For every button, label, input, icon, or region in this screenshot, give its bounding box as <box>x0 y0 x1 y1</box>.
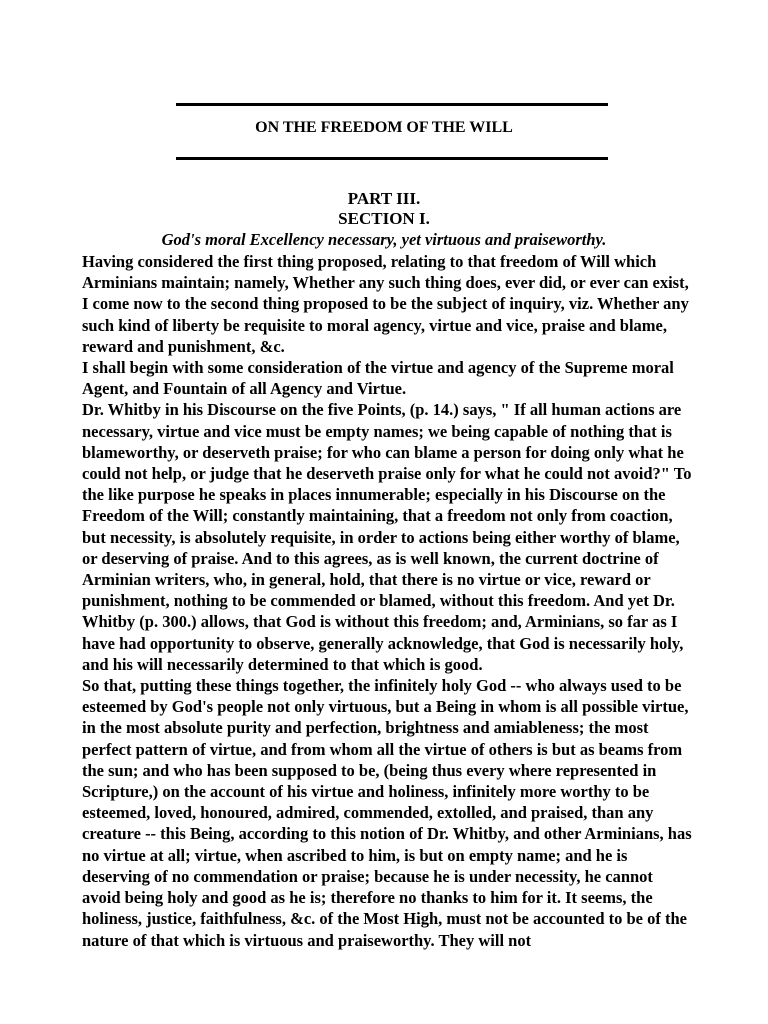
section-subtitle: God's moral Excellency necessary, yet virtuous and praiseworthy. <box>161 230 607 249</box>
body-text <box>82 251 692 951</box>
bottom-horizontal-rule <box>176 157 608 160</box>
top-horizontal-rule <box>176 103 608 106</box>
part-heading: PART III. <box>347 189 421 208</box>
paragraph-3: Dr. Whitby in his Discourse on the five Points, (p. 14.) says, " If all human actions are necessary, virtue and vice must be empty names; we being capable of nothing that is blameworthy, or deserveth praise; for who can blame a person for doing only what he could not help, or judge that he deserveth praise only for what he could not avoid?" To the like purpose he speaks in places innumerable; especially in his Discourse on the Freedom of the Will; constantly maintaining, that a freedom not only from coaction, but necessity, is absolutely requisite, in order to actions being either worthy of blame, or deserving of praise. And to this agrees, as is well known, the current doctrine of Arminian writers, who, in general, hold, that there is no virtue or vice, reward or punishment, nothing to be commended or blamed, without this freedom. And yet Dr. Whitby (p. 300.) allows, that God is without this freedom; and, Arminians, so far as I have had opportunity to observe, generally acknowledge, that God is necessarily holy, and his will necessarily determined to that which is good. <box>82 400 692 674</box>
paragraph-4: So that, putting these things together, the infinitely holy God -- who always used to be esteemed by God's people not only virtuous, but a Being in whom is all possible virtue, in the most absolute purity and perfection, brightness and amiableness; the most perfect pattern of virtue, and from whom all the virtue of others is but as beams from the sun; and who has been supposed to be, (being thus every where represented in Scripture,) on the account of his virtue and holiness, infinitely more worthy to be esteemed, loved, honoured, admired, commended, extolled, and praised, than any creature -- this Being, according to this notion of Dr. Whitby, and other Arminians, has no virtue at all; virtue, when ascribed to him, is but on empty name; and he is deserving of no commendation or praise; because he is under necessity, he cannot avoid being holy and good as he is; therefore no thanks to him for it. It seems, the holiness, justice, faithfulness, &c. of the Most High, must not be accounted to be of the nature of that which is virtuous and praiseworthy. They will not <box>82 676 692 950</box>
paragraph-2: I shall begin with some consideration of the virtue and agency of the Supreme moral Agent, and Fountain of all Agency and Virtue. <box>82 358 674 399</box>
section-heading: SECTION I. <box>338 209 430 228</box>
paragraph-1: Having considered the first thing proposed, relating to that freedom of Will which Arminians maintain; namely, Whether any such thing does, ever did, or ever can exist, I come now to the second thing proposed to be the subject of inquiry, viz. Whether any such kind of liberty be requisite to moral agency, virtue and vice, praise and blame, reward and punishment, &c. <box>82 252 689 356</box>
document-title: ON THE FREEDOM OF THE WILL <box>255 119 513 136</box>
